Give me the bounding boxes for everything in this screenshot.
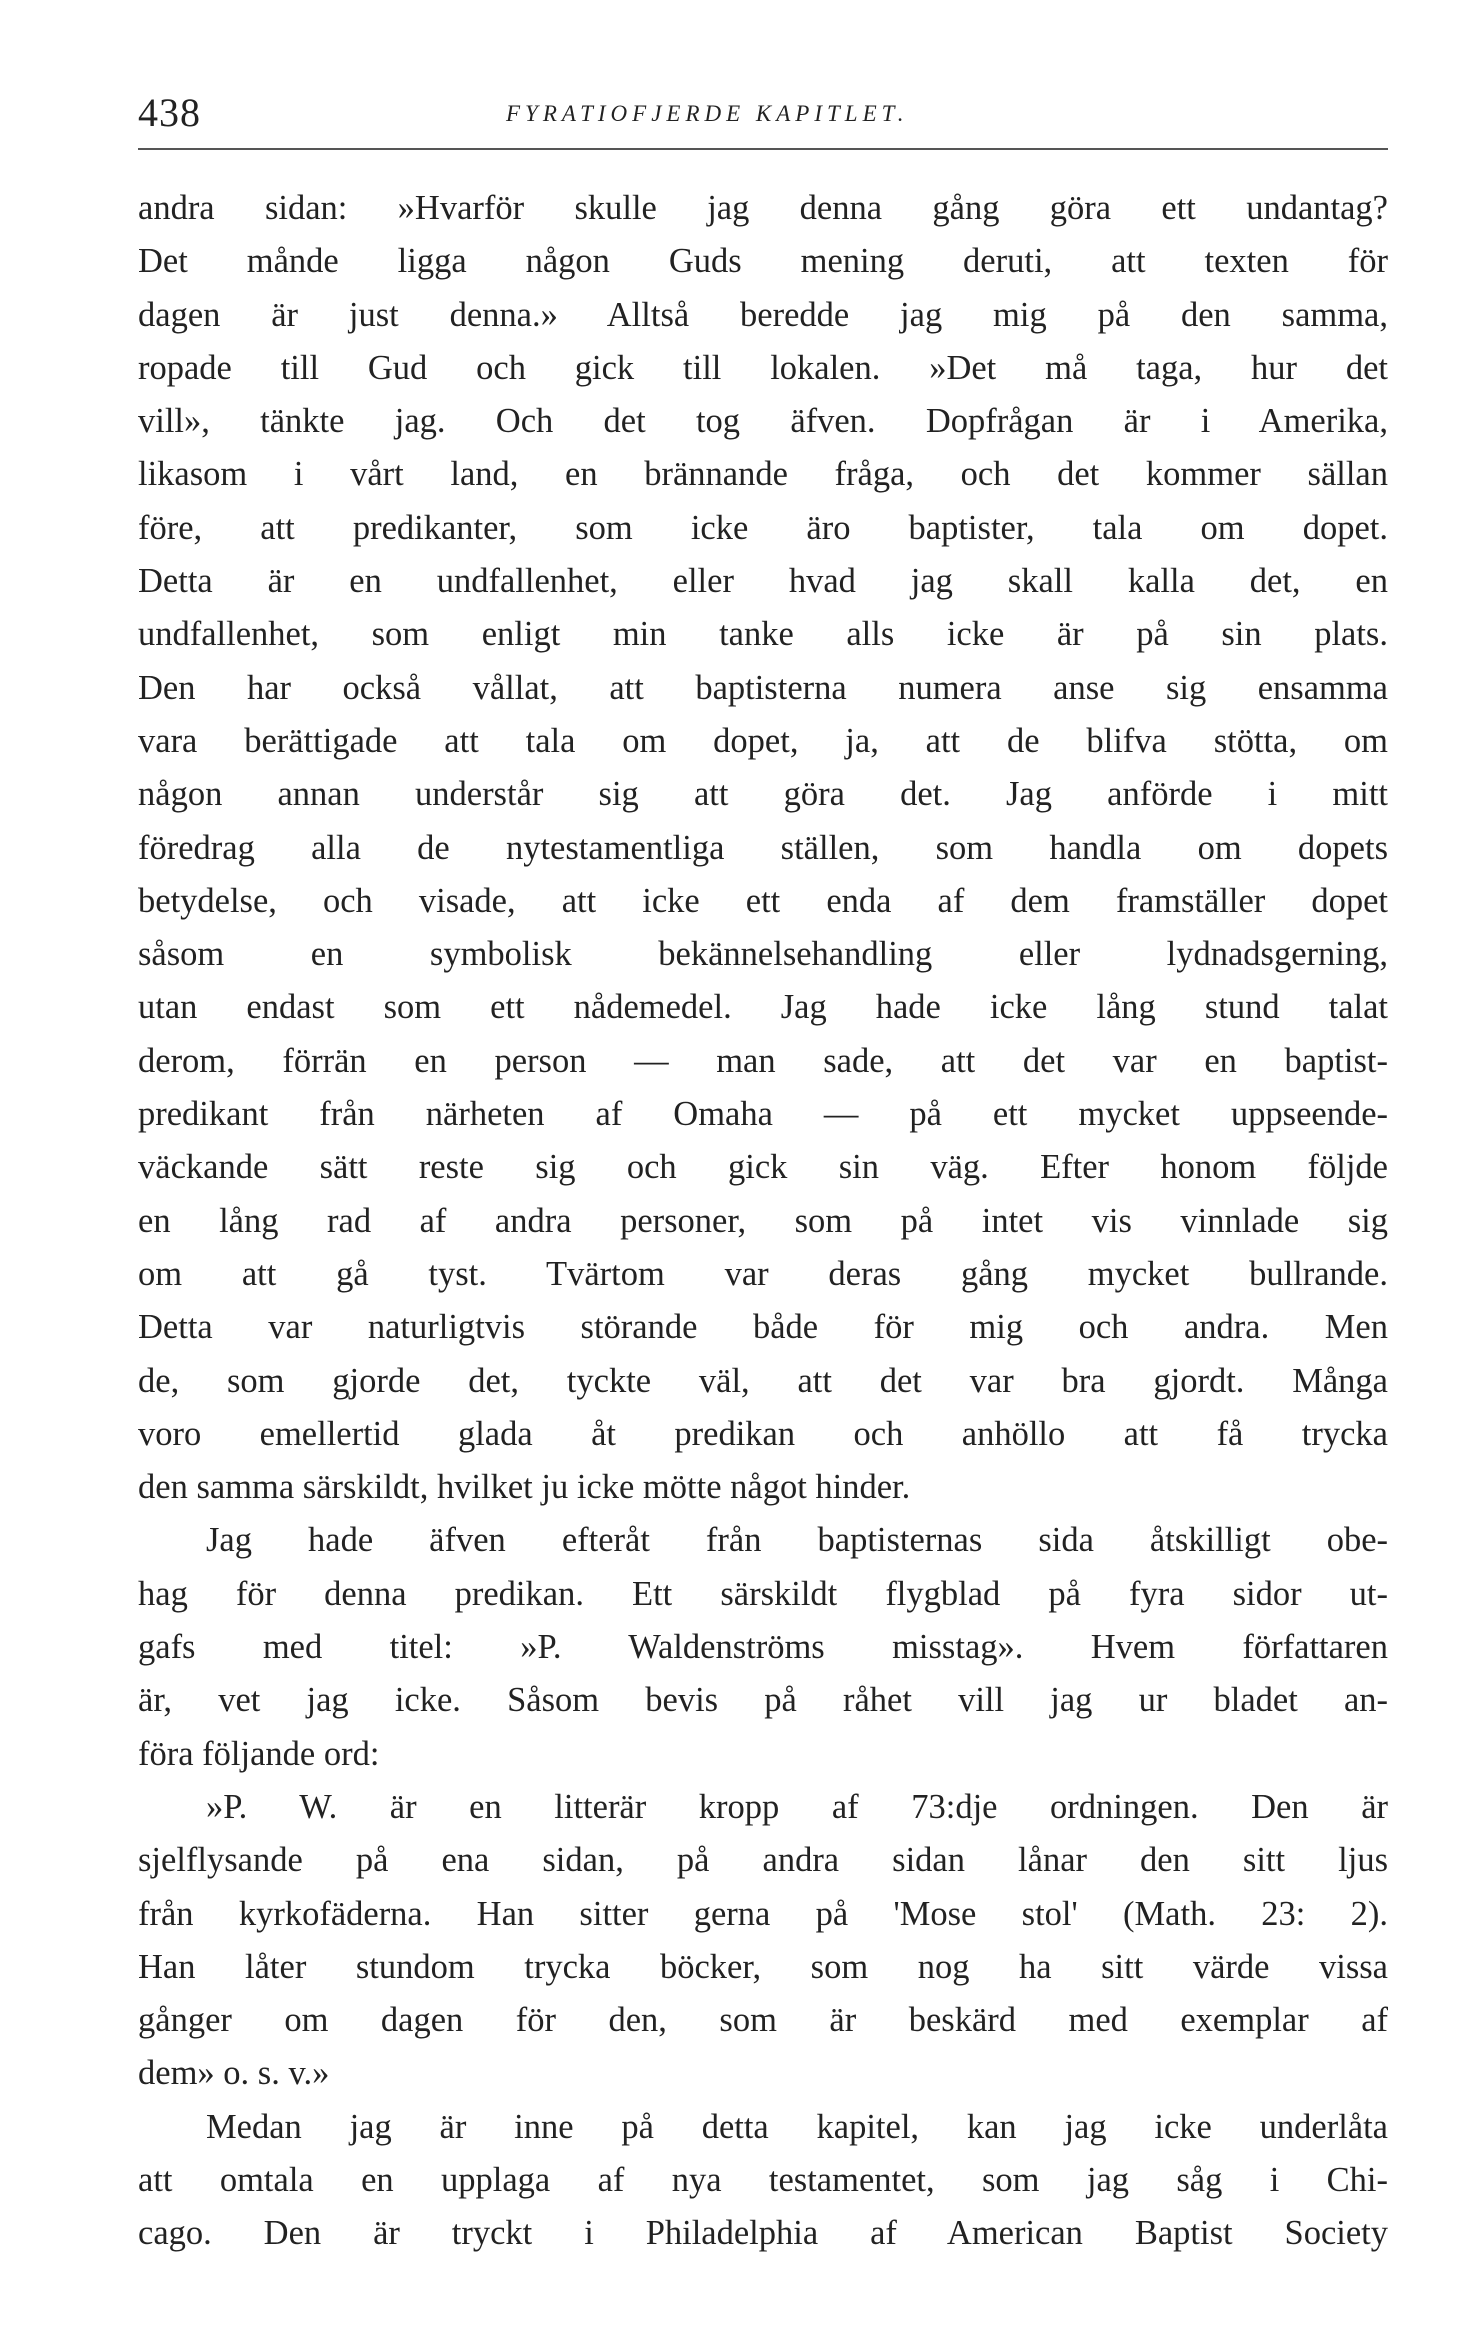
text-line: föra följande ord: <box>138 1734 380 1773</box>
text-line: vill», tänkte jag. Och det tog äfven. Dopfrågan är i Amerika, <box>138 402 1388 441</box>
text-line: undfallenhet, som enligt min tanke alls icke är på sin plats. <box>138 615 1388 654</box>
text-line: dagen är just denna.» Alltså beredde jag mig på den samma, <box>138 295 1388 334</box>
text-line: derom, förrän en person — man sade, att det var en baptist- <box>138 1041 1388 1080</box>
text-line: från kyrkofäderna. Han sitter gerna på 'Mose stol' (Math. 23: 2). <box>138 1894 1388 1933</box>
text-line: andra sidan: »Hvarför skulle jag denna gång göra ett undantag? <box>138 189 1388 227</box>
text-line: Det månde ligga någon Guds mening deruti, att texten för <box>138 242 1388 281</box>
text-line: gafs med titel: »P. Waldenströms misstag». Hvem författaren <box>138 1628 1388 1667</box>
text-line: predikant från närheten af Omaha — på ett mycket uppseende- <box>138 1095 1388 1134</box>
page-number: 438 <box>138 90 201 135</box>
text-line: betydelse, och visade, att icke ett enda af dem framställer dopet <box>138 881 1388 920</box>
text-line: vara berättigade att tala om dopet, ja, att de blifva stötta, om <box>138 721 1388 760</box>
text-line: Jag hade äfven efteråt från baptisternas sida åtskilligt obe- <box>206 1521 1388 1560</box>
text-line: en lång rad af andra personer, som på intet vis vinnlade sig <box>138 1201 1388 1240</box>
text-line: före, att predikanter, som icke äro baptister, tala om dopet. <box>138 508 1388 547</box>
text-line: Medan jag är inne på detta kapitel, kan jag icke underlåta <box>206 2107 1388 2146</box>
text-line: gånger om dagen för den, som är beskärd med exemplar af <box>138 2001 1388 2040</box>
text-line: Han låter stundom trycka böcker, som nog ha sitt värde vissa <box>138 1947 1388 1986</box>
text-line: är, vet jag icke. Såsom bevis på råhet vill jag ur bladet an- <box>138 1681 1388 1720</box>
header-rule <box>138 148 1388 150</box>
text-line: »P. W. är en litterär kropp af 73:dje ordningen. Den är <box>206 1787 1388 1826</box>
text-line: såsom en symbolisk bekännelsehandling eller lydnadsgerning, <box>138 935 1388 974</box>
text-line: väckande sätt reste sig och gick sin väg. Efter honom följde <box>138 1148 1388 1187</box>
text-line: föredrag alla de nytestamentliga ställen, som handla om dopets <box>138 828 1388 867</box>
text-line: utan endast som ett nådemedel. Jag hade icke lång stund talat <box>138 988 1388 1027</box>
text-line: sjelflysande på ena sidan, på andra sidan lånar den sitt ljus <box>138 1841 1388 1880</box>
text-line: att omtala en upplaga af nya testamentet, som jag såg i Chi- <box>138 2160 1388 2199</box>
text-line: ropade till Gud och gick till lokalen. »Det må taga, hur det <box>138 348 1388 387</box>
page-header <box>138 88 1388 148</box>
text-line: hag för denna predikan. Ett särskildt flygblad på fyra sidor ut- <box>138 1574 1388 1613</box>
text-line: Detta var naturligtvis störande både för mig och andra. Men <box>138 1308 1388 1347</box>
body-text <box>0 182 1462 2261</box>
text-line: Detta är en undfallenhet, eller hvad jag skall kalla det, en <box>138 562 1388 601</box>
text-line: dem» o. s. v.» <box>138 2054 330 2093</box>
text-line: Den har också vållat, att baptisterna numera anse sig ensamma <box>138 668 1388 707</box>
text-line: om att gå tyst. Tvärtom var deras gång mycket bullrande. <box>138 1254 1388 1293</box>
text-line: cago. Den är tryckt i Philadelphia af American Baptist Society <box>138 2214 1388 2253</box>
running-head: FYRATIOFJERDE KAPITLET. <box>506 101 909 126</box>
text-line: voro emellertid glada åt predikan och anhöllo att få trycka <box>138 1414 1388 1453</box>
text-line: likasom i vårt land, en brännande fråga, och det kommer sällan <box>138 455 1388 494</box>
text-line: någon annan understår sig att göra det. Jag anförde i mitt <box>138 775 1388 814</box>
text-line: den samma särskildt, hvilket ju icke mötte något hinder. <box>138 1468 911 1507</box>
text-line: de, som gjorde det, tyckte väl, att det var bra gjordt. Många <box>138 1361 1388 1400</box>
